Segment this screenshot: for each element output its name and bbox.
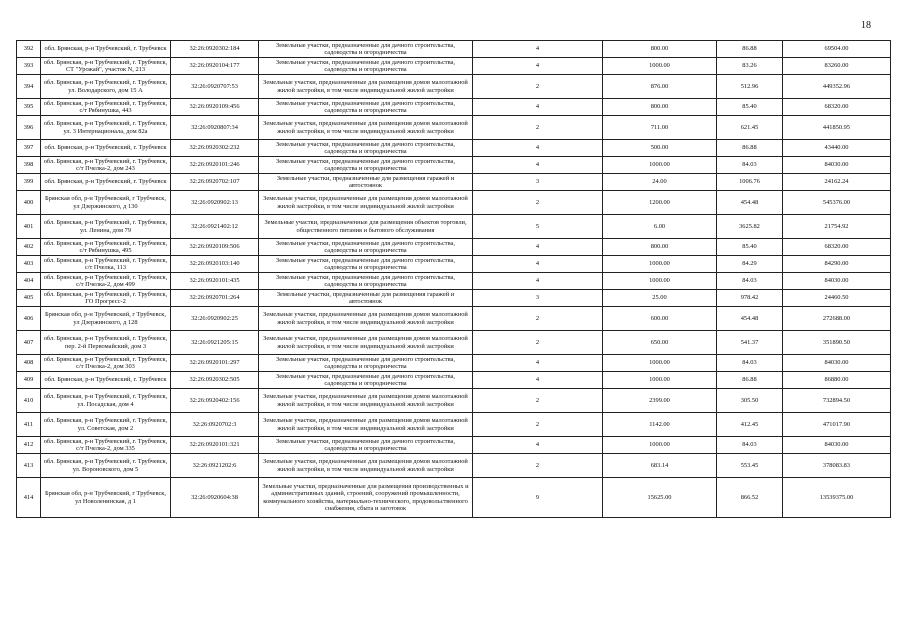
cell-area: 6.00 (603, 215, 717, 239)
cell-use: Земельные участки, предназначенные для дачного строительства, садоводства и огородничества (259, 58, 473, 75)
cell-group: 4 (473, 273, 603, 290)
cell-value: 84030.00 (783, 273, 891, 290)
cell-area: 711.00 (603, 116, 717, 140)
cell-group: 9 (473, 478, 603, 518)
cell-use: Земельные участки, предназначенные для размещения домов малоэтажной жилой застройки, в том числе индивидуальной жилой застройки (259, 454, 473, 478)
table-row (17, 99, 891, 116)
cell-address: обл. Брянская, р-н Трубчевский, г. Трубчевск, ул. 3 Интернационала, дом 82а (41, 116, 171, 140)
cell-address: обл. Брянская, р-н Трубчевский, г. Трубчевск (41, 174, 171, 191)
cell-use: Земельные участки, предназначенные для размещения домов малоэтажной жилой застройки, в том числе индивидуальной жилой застройки (259, 413, 473, 437)
cell-value: 84030.00 (783, 437, 891, 454)
cell-value: 449352.96 (783, 75, 891, 99)
cell-cadastral: 32:26:0921402:12 (171, 215, 259, 239)
cell-area: 1000.00 (603, 58, 717, 75)
table-row (17, 58, 891, 75)
table-row (17, 157, 891, 174)
cell-area: 1000.00 (603, 437, 717, 454)
cell-address: обл. Брянская, р-н Трубчевский, г. Трубчевск, ул. Ленина, дом 79 (41, 215, 171, 239)
cell-use: Земельные участки, предназначенные для дачного строительства, садоводства и огородничества (259, 256, 473, 273)
cell-cadastral: 32:26:0920101:297 (171, 355, 259, 372)
cell-rate: 84.03 (717, 273, 783, 290)
cell-value: 68320.00 (783, 239, 891, 256)
cell-rate: 512.96 (717, 75, 783, 99)
cell-address: обл. Брянская, р-н Трубчевский, г. Трубчевск, ул. Вороновского, дом 5 (41, 454, 171, 478)
cell-rate: 978.42 (717, 290, 783, 307)
cell-num: 399 (17, 174, 41, 191)
page-number: 18 (861, 20, 871, 31)
table-row (17, 307, 891, 331)
cell-area: 1000.00 (603, 273, 717, 290)
table-row (17, 372, 891, 389)
cell-cadastral: 32:26:0920402:156 (171, 389, 259, 413)
cell-area: 24.00 (603, 174, 717, 191)
table-row (17, 273, 891, 290)
cell-group: 4 (473, 372, 603, 389)
cell-num: 412 (17, 437, 41, 454)
table-row (17, 290, 891, 307)
cell-group: 2 (473, 307, 603, 331)
cell-area: 500.00 (603, 140, 717, 157)
cell-address: обл. Брянская, р-н Трубчевский, г. Трубчевск, ул. Советская, дом 2 (41, 413, 171, 437)
cell-num: 414 (17, 478, 41, 518)
cell-area: 1142.00 (603, 413, 717, 437)
cell-value: 83260.00 (783, 58, 891, 75)
table-row (17, 413, 891, 437)
cell-cadastral: 32:26:0920701:264 (171, 290, 259, 307)
cell-use: Земельные участки, предназначенные для размещения гаражей и автостоянок (259, 174, 473, 191)
cell-rate: 83.26 (717, 58, 783, 75)
cell-num: 400 (17, 191, 41, 215)
cell-value: 43440.00 (783, 140, 891, 157)
cell-rate: 553.45 (717, 454, 783, 478)
cell-group: 4 (473, 140, 603, 157)
cell-address: Брянская обл, р-н Трубчевский, г Трубчевск, ул Новоленинская, д 1 (41, 478, 171, 518)
cell-num: 394 (17, 75, 41, 99)
cell-value: 471017.90 (783, 413, 891, 437)
cell-num: 406 (17, 307, 41, 331)
cell-area: 876.00 (603, 75, 717, 99)
cell-cadastral: 32:26:0920109:506 (171, 239, 259, 256)
cell-rate: 3625.82 (717, 215, 783, 239)
cell-use: Земельные участки, предназначенные для размещения домов малоэтажной жилой застройки, в том числе индивидуальной жилой застройки (259, 75, 473, 99)
cell-use: Земельные участки, предназначенные для дачного строительства, садоводства и огородничества (259, 140, 473, 157)
cell-cadastral: 32:26:0920702:3 (171, 413, 259, 437)
table-row (17, 41, 891, 58)
cell-group: 4 (473, 58, 603, 75)
cell-value: 84030.00 (783, 355, 891, 372)
cell-address: обл. Брянская, р-н Трубчевский, г. Трубчевск (41, 140, 171, 157)
table-row (17, 389, 891, 413)
cell-group: 4 (473, 157, 603, 174)
cell-area: 600.00 (603, 307, 717, 331)
cell-rate: 86.88 (717, 41, 783, 58)
cell-group: 2 (473, 191, 603, 215)
cell-value: 272688.00 (783, 307, 891, 331)
cell-group: 2 (473, 116, 603, 140)
cell-address: обл. Брянская, р-н Трубчевский, г. Трубчевск, пер. 2-й Первомайский, дом 3 (41, 331, 171, 355)
table-row (17, 331, 891, 355)
cell-value: 86880.00 (783, 372, 891, 389)
cell-rate: 305.50 (717, 389, 783, 413)
cell-cadastral: 32:26:0920902:13 (171, 191, 259, 215)
cell-group: 5 (473, 215, 603, 239)
cell-value: 732894.50 (783, 389, 891, 413)
cell-num: 396 (17, 116, 41, 140)
table-row (17, 437, 891, 454)
cell-value: 84030.00 (783, 157, 891, 174)
cell-rate: 454.48 (717, 307, 783, 331)
cell-address: обл. Брянская, р-н Трубчевский, г. Трубчевск, с/т Пчелка, 113 (41, 256, 171, 273)
cell-rate: 866.52 (717, 478, 783, 518)
cell-num: 395 (17, 99, 41, 116)
cell-num: 408 (17, 355, 41, 372)
cell-num: 398 (17, 157, 41, 174)
cell-group: 4 (473, 256, 603, 273)
cell-address: обл. Брянская, р-н Трубчевский, г. Трубчевск, с/т Пчелка-2, дом 243 (41, 157, 171, 174)
cell-address: обл. Брянская, р-н Трубчевский, г. Трубчевск, с/т Рябинушка, 495 (41, 239, 171, 256)
cell-group: 4 (473, 239, 603, 256)
cell-rate: 86.88 (717, 140, 783, 157)
cell-cadastral: 32:26:0920103:140 (171, 256, 259, 273)
cell-use: Земельные участки, предназначенные для размещения домов малоэтажной жилой застройки, в том числе индивидуальной жилой застройки (259, 191, 473, 215)
cell-use: Земельные участки, предназначенные для размещения домов малоэтажной жилой застройки, в том числе индивидуальной жилой застройки (259, 389, 473, 413)
cell-num: 397 (17, 140, 41, 157)
cell-address: обл. Брянская, р-н Трубчевский, г. Трубчевск, ул. Володарского, дом 15 А (41, 75, 171, 99)
table-row (17, 256, 891, 273)
cell-use: Земельные участки, предназначенные для размещения гаражей и автостоянок (259, 290, 473, 307)
table-row (17, 75, 891, 99)
cell-group: 3 (473, 290, 603, 307)
cell-cadastral: 32:26:0921205:15 (171, 331, 259, 355)
cell-address: Брянская обл, р-н Трубчевский, г Трубчевск, ул Дзержинского, д 130 (41, 191, 171, 215)
cell-rate: 541.37 (717, 331, 783, 355)
cell-value: 378083.83 (783, 454, 891, 478)
cell-group: 2 (473, 389, 603, 413)
cell-area: 1000.00 (603, 256, 717, 273)
table-row (17, 215, 891, 239)
cell-value: 69504.00 (783, 41, 891, 58)
cell-address: обл. Брянская, р-н Трубчевский, г. Трубчевск, с/т Пчелка-2, дом 335 (41, 437, 171, 454)
cell-num: 413 (17, 454, 41, 478)
cell-num: 404 (17, 273, 41, 290)
cell-address: обл. Брянская, р-н Трубчевский, г. Трубчевск (41, 41, 171, 58)
cell-rate: 86.88 (717, 372, 783, 389)
cell-cadastral: 32:26:0920302:184 (171, 41, 259, 58)
land-registry-table (16, 40, 891, 518)
cell-cadastral: 32:26:0920101:321 (171, 437, 259, 454)
cell-use: Земельные участки, предназначенные для размещения домов малоэтажной жилой застройки, в том числе индивидуальной жилой застройки (259, 331, 473, 355)
cell-area: 650.00 (603, 331, 717, 355)
cell-area: 800.00 (603, 41, 717, 58)
cell-address: обл. Брянская, р-н Трубчевский, г. Трубчевск (41, 372, 171, 389)
cell-use: Земельные участки, предназначенные для размещения производственных и административных зданий, строений, сооружений промышленности, коммунального хозяйства, материально-технического, продовольственного снабжения, сбыта и заготовок (259, 478, 473, 518)
cell-cadastral: 32:26:0920707:53 (171, 75, 259, 99)
cell-rate: 454.48 (717, 191, 783, 215)
cell-cadastral: 32:26:0920604:38 (171, 478, 259, 518)
cell-value: 13539375.00 (783, 478, 891, 518)
cell-cadastral: 32:26:0920302:505 (171, 372, 259, 389)
cell-cadastral: 32:26:0920702:107 (171, 174, 259, 191)
cell-use: Земельные участки, предназначенные для размещения объектов торговли, общественного питания и бытового обслуживания (259, 215, 473, 239)
cell-rate: 84.29 (717, 256, 783, 273)
cell-num: 393 (17, 58, 41, 75)
cell-group: 2 (473, 454, 603, 478)
cell-group: 3 (473, 174, 603, 191)
cell-rate: 84.03 (717, 437, 783, 454)
cell-value: 351890.50 (783, 331, 891, 355)
cell-area: 15625.00 (603, 478, 717, 518)
cell-rate: 412.45 (717, 413, 783, 437)
cell-address: обл. Брянская, р-н Трубчевский, г. Трубчевск, с/т Пчелка-2, дом 303 (41, 355, 171, 372)
cell-group: 4 (473, 437, 603, 454)
cell-cadastral: 32:26:0920101:435 (171, 273, 259, 290)
cell-cadastral: 32:26:0920101:246 (171, 157, 259, 174)
table-row (17, 355, 891, 372)
cell-area: 1000.00 (603, 355, 717, 372)
cell-use: Земельные участки, предназначенные для дачного строительства, садоводства и огородничества (259, 239, 473, 256)
table-row (17, 191, 891, 215)
table-row (17, 239, 891, 256)
cell-group: 2 (473, 413, 603, 437)
cell-value: 84290.00 (783, 256, 891, 273)
cell-area: 1000.00 (603, 372, 717, 389)
cell-use: Земельные участки, предназначенные для дачного строительства, садоводства и огородничества (259, 372, 473, 389)
cell-num: 402 (17, 239, 41, 256)
cell-cadastral: 32:26:0920302:232 (171, 140, 259, 157)
cell-area: 2399.00 (603, 389, 717, 413)
cell-use: Земельные участки, предназначенные для размещения домов малоэтажной жилой застройки, в том числе индивидуальной жилой застройки (259, 116, 473, 140)
cell-num: 401 (17, 215, 41, 239)
cell-address: обл. Брянская, р-н Трубчевский, г. Трубчевск, с/т Рябинушка, 443 (41, 99, 171, 116)
cell-cadastral: 32:26:0920104:177 (171, 58, 259, 75)
cell-use: Земельные участки, предназначенные для дачного строительства, садоводства и огородничества (259, 437, 473, 454)
cell-address: обл. Брянская, р-н Трубчевский, г. Трубчевск, СТ "Урожай", участок N, 213 (41, 58, 171, 75)
cell-cadastral: 32:26:0920109:456 (171, 99, 259, 116)
table-row (17, 140, 891, 157)
cell-address: обл. Брянская, р-н Трубчевский, г. Трубчевск, с/т Пчелка-2, дом 499 (41, 273, 171, 290)
cell-group: 2 (473, 331, 603, 355)
cell-address: Брянская обл, р-н Трубчевский, г Трубчевск, ул Дзержинского, д 128 (41, 307, 171, 331)
cell-num: 411 (17, 413, 41, 437)
table-row (17, 478, 891, 518)
cell-use: Земельные участки, предназначенные для дачного строительства, садоводства и огородничества (259, 273, 473, 290)
cell-num: 410 (17, 389, 41, 413)
cell-value: 441850.95 (783, 116, 891, 140)
cell-rate: 85.40 (717, 99, 783, 116)
cell-rate: 84.03 (717, 355, 783, 372)
cell-value: 24162.24 (783, 174, 891, 191)
cell-group: 2 (473, 75, 603, 99)
cell-num: 392 (17, 41, 41, 58)
cell-group: 4 (473, 41, 603, 58)
cell-address: обл. Брянская, р-н Трубчевский, г. Трубчевск, ул. Посадская, дом 4 (41, 389, 171, 413)
table-row (17, 454, 891, 478)
cell-cadastral: 32:26:0920902:25 (171, 307, 259, 331)
cell-value: 68320.00 (783, 99, 891, 116)
cell-area: 1200.00 (603, 191, 717, 215)
cell-use: Земельные участки, предназначенные для дачного строительства, садоводства и огородничества (259, 355, 473, 372)
cell-area: 683.14 (603, 454, 717, 478)
cell-num: 407 (17, 331, 41, 355)
cell-group: 4 (473, 99, 603, 116)
cell-use: Земельные участки, предназначенные для дачного строительства, садоводства и огородничества (259, 41, 473, 58)
cell-num: 409 (17, 372, 41, 389)
cell-use: Земельные участки, предназначенные для дачного строительства, садоводства и огородничества (259, 99, 473, 116)
table-row (17, 174, 891, 191)
cell-rate: 85.40 (717, 239, 783, 256)
cell-cadastral: 32:26:0920807:34 (171, 116, 259, 140)
cell-num: 405 (17, 290, 41, 307)
cell-area: 25.00 (603, 290, 717, 307)
cell-address: обл. Брянская, р-н Трубчевский, г. Трубчевск, ГО Прогресс-2 (41, 290, 171, 307)
cell-group: 4 (473, 355, 603, 372)
cell-num: 403 (17, 256, 41, 273)
cell-value: 21754.92 (783, 215, 891, 239)
cell-area: 1000.00 (603, 157, 717, 174)
cell-use: Земельные участки, предназначенные для дачного строительства, садоводства и огородничества (259, 157, 473, 174)
cell-value: 545376.00 (783, 191, 891, 215)
cell-area: 800.00 (603, 239, 717, 256)
cell-value: 24460.50 (783, 290, 891, 307)
cell-cadastral: 32:26:0921202:6 (171, 454, 259, 478)
cell-rate: 84.03 (717, 157, 783, 174)
cell-use: Земельные участки, предназначенные для размещения домов малоэтажной жилой застройки, в том числе индивидуальной жилой застройки (259, 307, 473, 331)
cell-rate: 621.45 (717, 116, 783, 140)
cell-rate: 1006.76 (717, 174, 783, 191)
table-row (17, 116, 891, 140)
cell-area: 800.00 (603, 99, 717, 116)
